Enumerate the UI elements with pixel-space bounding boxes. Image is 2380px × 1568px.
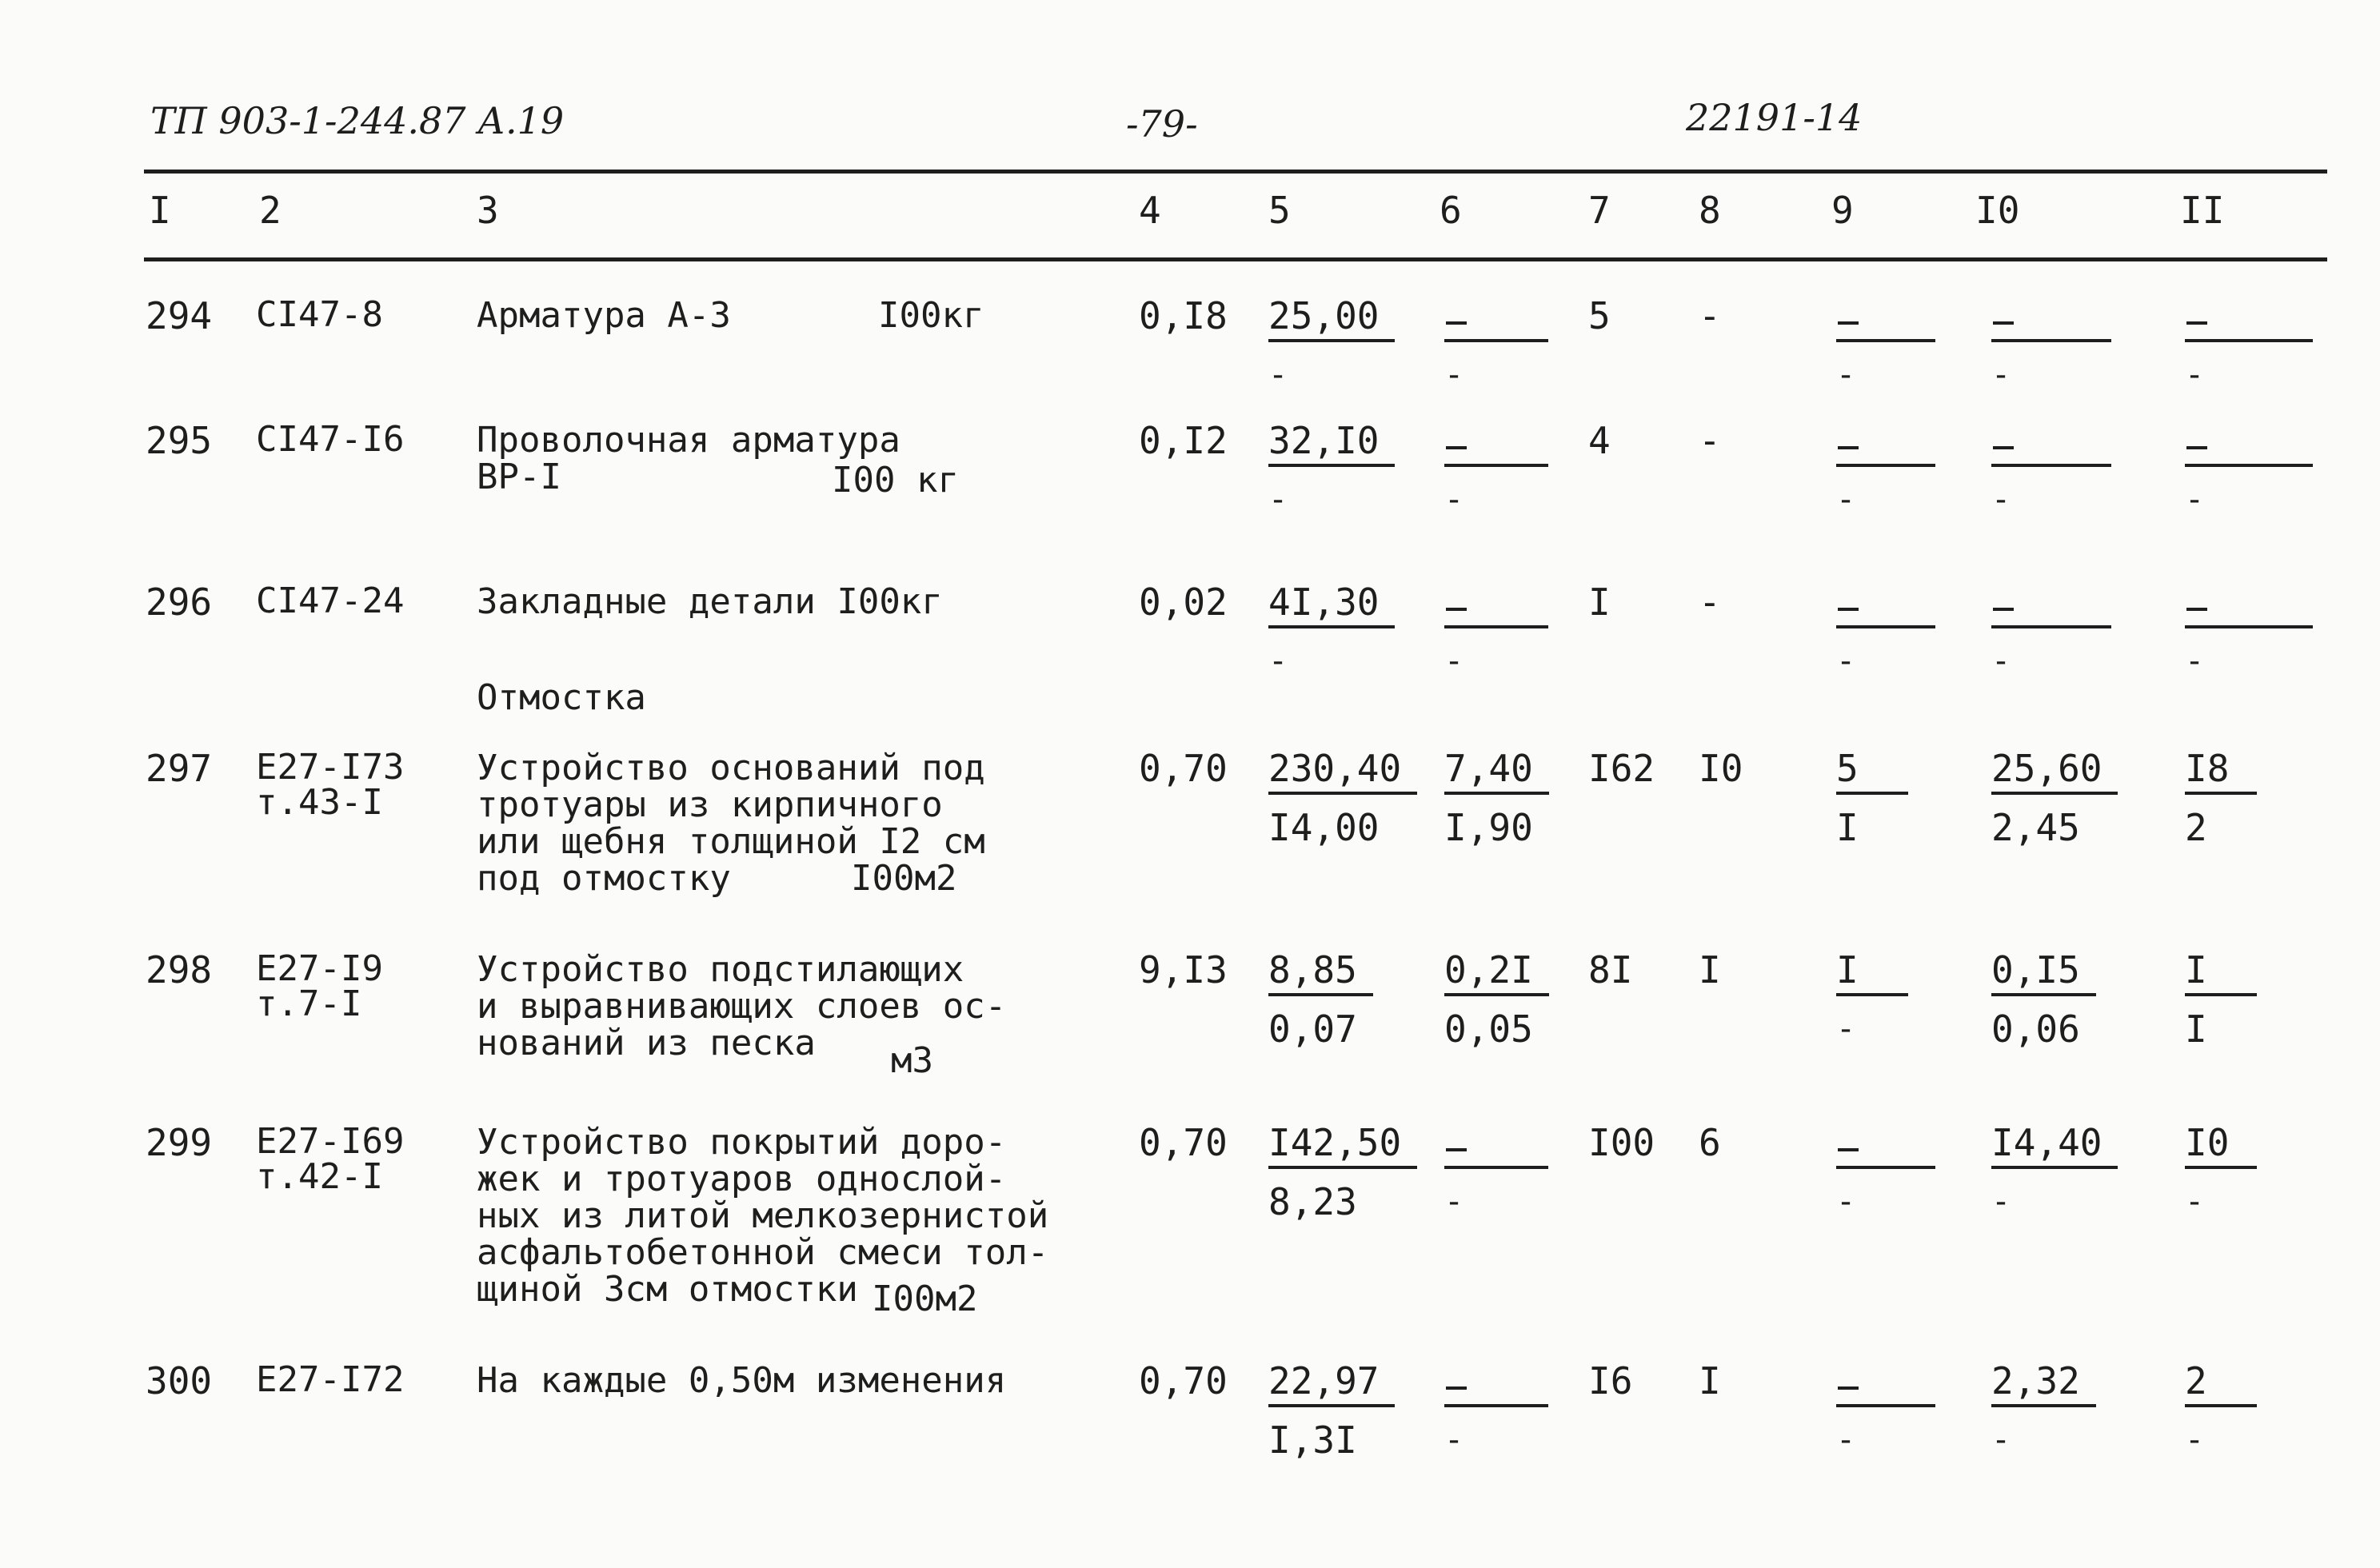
numerator	[1836, 584, 1919, 622]
numerator	[1991, 297, 2095, 336]
fraction-cell-c11	[2185, 297, 2313, 393]
quantity: 0,02	[1139, 581, 1228, 624]
fraction-bar	[1991, 625, 2111, 628]
numerator-dash	[1838, 321, 1859, 325]
rate-code: СI47-8	[256, 294, 383, 335]
numerator	[1836, 422, 1919, 461]
numerator: 230,40	[1268, 747, 1402, 790]
denominator: I,90	[1444, 806, 1533, 849]
fraction-cell-c10	[1991, 1121, 2118, 1220]
row-number: 299	[146, 1121, 213, 1164]
fraction-cell-c11	[2185, 747, 2257, 849]
numerator: 32,I0	[1268, 419, 1380, 462]
machine-value: I0	[1699, 747, 1743, 790]
numerator: 2	[2185, 1359, 2207, 1402]
denominator: 8,23	[1268, 1180, 1357, 1223]
row-number: 298	[146, 948, 213, 991]
denominator: -	[1991, 1183, 2011, 1220]
column-header: 6	[1440, 189, 1462, 232]
numerator	[1991, 584, 2095, 622]
numerator	[1444, 297, 1532, 336]
fraction-cell-c9	[1836, 297, 1935, 393]
denominator: -	[1991, 643, 2011, 680]
document-code: ТП 903-1-244.87 А.19	[150, 99, 565, 142]
denominator: -	[1836, 1183, 1856, 1220]
fraction-bar	[1268, 464, 1395, 467]
denominator: -	[1444, 1183, 1464, 1220]
numerator: 8,85	[1268, 948, 1357, 991]
fraction-bar	[1268, 1404, 1395, 1407]
numerator-dash	[1993, 446, 2014, 449]
labor-value: I	[1588, 581, 1611, 624]
numerator-dash	[1446, 1148, 1467, 1151]
numerator-dash	[1838, 1148, 1859, 1151]
fraction-cell-c11	[2185, 584, 2313, 680]
measure-unit: I00м2	[851, 858, 957, 899]
column-header: 4	[1139, 189, 1161, 232]
denominator: -	[1268, 643, 1288, 680]
fraction-bar	[1991, 464, 2111, 467]
column-header: 7	[1588, 189, 1611, 232]
denominator: -	[1836, 357, 1856, 393]
denominator: -	[1836, 481, 1856, 518]
fraction-cell-c11	[2185, 422, 2313, 518]
denominator: -	[2185, 643, 2205, 680]
fraction-cell-c5	[1268, 581, 1395, 680]
fraction-cell-c11	[2185, 1121, 2257, 1220]
fraction-cell-c9	[1836, 1363, 1935, 1458]
column-header: II	[2180, 189, 2225, 232]
labor-value: I00	[1588, 1121, 1655, 1164]
denominator: I,3I	[1268, 1418, 1357, 1462]
numerator: I8	[2185, 747, 2230, 790]
fraction-cell-c6	[1444, 1363, 1548, 1458]
fraction-cell-c10	[1991, 584, 2111, 680]
numerator	[1991, 422, 2095, 461]
fraction-cell-c9	[1836, 948, 1908, 1047]
denominator: -	[2185, 1422, 2205, 1458]
column-header: 5	[1268, 189, 1291, 232]
numerator: 2,32	[1991, 1359, 2080, 1402]
machine-value: I	[1699, 1359, 1721, 1402]
row-number: 297	[146, 747, 213, 790]
fraction-cell-c10	[1991, 422, 2111, 518]
denominator: -	[1836, 1011, 1856, 1047]
numerator	[2185, 297, 2297, 336]
column-header: 2	[259, 189, 282, 232]
fraction-cell-c9	[1836, 422, 1935, 518]
fraction-bar	[1991, 792, 2118, 795]
denominator: I	[1836, 806, 1859, 849]
work-description: На каждые 0,50м изменения	[477, 1360, 1007, 1401]
fraction-bar	[1444, 625, 1548, 628]
numerator: 5	[1836, 747, 1859, 790]
fraction-bar	[1444, 792, 1549, 795]
fraction-bar	[1991, 1166, 2118, 1169]
fraction-bar	[2185, 339, 2313, 342]
numerator	[1836, 1124, 1919, 1163]
rate-code: Е27-I69 т.42-I	[256, 1121, 405, 1197]
numerator-dash	[2186, 608, 2207, 611]
fraction-bar	[1991, 339, 2111, 342]
fraction-bar	[1836, 464, 1935, 467]
fraction-cell-c6	[1444, 948, 1549, 1051]
fraction-cell-c10	[1991, 948, 2096, 1051]
denominator: 2,45	[1991, 806, 2080, 849]
measure-unit: I00кг	[878, 295, 984, 336]
numerator: I0	[2185, 1121, 2230, 1164]
numerator: 25,00	[1268, 294, 1380, 337]
denominator: -	[1836, 643, 1856, 680]
work-description: Устройство оснований под тротуары из кирпичного или щебня толщиной I2 см под отмостку	[477, 748, 985, 899]
numerator: I	[1836, 948, 1859, 991]
machine-value: 6	[1699, 1121, 1721, 1164]
numerator	[1444, 584, 1532, 622]
numerator	[1836, 297, 1919, 336]
fraction-bar	[1444, 1166, 1548, 1169]
quantity: 0,70	[1139, 1359, 1228, 1402]
numerator-dash	[2186, 446, 2207, 449]
fraction-bar	[2185, 993, 2257, 996]
fraction-cell-c5	[1268, 1359, 1395, 1462]
denominator: -	[1991, 481, 2011, 518]
fraction-bar	[1991, 993, 2096, 996]
work-description: Устройство покрытий доро- жек и тротуаров однослой- ных из литой мелкозернистой асфальтобетонной смеси тол- щиной 3см отмостки	[477, 1122, 1049, 1310]
fraction-cell-c6	[1444, 422, 1548, 518]
quantity: 9,I3	[1139, 948, 1228, 991]
numerator-dash	[1993, 321, 2014, 325]
column-header: 3	[477, 189, 499, 232]
fraction-bar	[1991, 1404, 2096, 1407]
machine-value: I	[1699, 948, 1721, 991]
fraction-bar	[1268, 792, 1417, 795]
denominator: -	[1991, 1422, 2011, 1458]
fraction-cell-c5	[1268, 747, 1417, 849]
fraction-cell-c6	[1444, 747, 1549, 849]
labor-value: 8I	[1588, 948, 1633, 991]
section-title: Отмостка	[477, 677, 646, 718]
fraction-bar	[1268, 339, 1395, 342]
fraction-bar	[2185, 1404, 2257, 1407]
fraction-cell-c5	[1268, 1121, 1417, 1223]
numerator-dash	[1446, 1386, 1467, 1390]
denominator: 0,06	[1991, 1007, 2080, 1051]
numerator	[1836, 1363, 1919, 1401]
fraction-cell-c11	[2185, 1359, 2257, 1458]
fraction-bar	[1444, 339, 1548, 342]
fraction-cell-c9	[1836, 1124, 1935, 1220]
denominator: I	[2185, 1007, 2207, 1051]
fraction-bar	[1836, 792, 1908, 795]
numerator	[2185, 422, 2297, 461]
fraction-bar	[1836, 993, 1908, 996]
labor-value: 4	[1588, 419, 1611, 462]
denominator: -	[1268, 357, 1288, 393]
numerator: 25,60	[1991, 747, 2102, 790]
fraction-bar	[1268, 993, 1373, 996]
rate-code: СI47-24	[256, 581, 405, 621]
fraction-cell-c10	[1991, 297, 2111, 393]
machine-value: -	[1699, 294, 1721, 337]
fraction-bar	[1444, 993, 1549, 996]
numerator: 22,97	[1268, 1359, 1380, 1402]
fraction-bar	[2185, 1166, 2257, 1169]
numerator-dash	[2186, 321, 2207, 325]
rate-code: СI47-I6	[256, 419, 405, 460]
denominator: -	[1836, 1422, 1856, 1458]
fraction-bar	[1836, 1404, 1935, 1407]
numerator-dash	[1446, 608, 1467, 611]
row-number: 300	[146, 1359, 213, 1402]
numerator	[1444, 1124, 1532, 1163]
work-description: Устройство подстилающих и выравнивающих слоев ос- нований из песка	[477, 949, 1007, 1063]
numerator: 7,40	[1444, 747, 1533, 790]
numerator	[1444, 1363, 1532, 1401]
fraction-cell-c11	[2185, 948, 2257, 1051]
denominator: -	[1991, 357, 2011, 393]
fraction-bar	[1836, 339, 1935, 342]
denominator: 2	[2185, 806, 2207, 849]
rate-code: Е27-I73 т.43-I	[256, 747, 405, 823]
rate-code: Е27-I9 т.7-I	[256, 948, 383, 1024]
denominator: -	[1444, 357, 1464, 393]
measure-unit: I00 кг	[832, 460, 959, 501]
denominator: -	[1444, 1422, 1464, 1458]
work-description: Проволочная арматура ВР-I	[477, 420, 900, 497]
measure-unit: м3	[891, 1040, 933, 1081]
fraction-bar	[1444, 1404, 1548, 1407]
denominator: 0,07	[1268, 1007, 1357, 1051]
row-number: 294	[146, 294, 213, 337]
numerator: I	[2185, 948, 2207, 991]
numerator-dash	[1993, 608, 2014, 611]
rate-code: Е27-I72	[256, 1359, 405, 1400]
numerator-dash	[1838, 1386, 1859, 1390]
header-rule	[144, 257, 2327, 261]
fraction-bar	[2185, 792, 2257, 795]
column-header: 8	[1699, 189, 1721, 232]
numerator-dash	[1838, 446, 1859, 449]
top-rule	[144, 170, 2327, 174]
quantity: 0,70	[1139, 747, 1228, 790]
fraction-cell-c9	[1836, 747, 1908, 849]
fraction-bar	[1268, 625, 1395, 628]
row-number: 296	[146, 581, 213, 624]
quantity: 0,70	[1139, 1121, 1228, 1164]
numerator-dash	[1446, 321, 1467, 325]
column-header: I0	[1975, 189, 2020, 232]
numerator-dash	[1446, 446, 1467, 449]
column-header: 9	[1831, 189, 1854, 232]
measure-unit: I00м2	[872, 1279, 978, 1319]
denominator: -	[1268, 481, 1288, 518]
denominator: I4,00	[1268, 806, 1380, 849]
fraction-bar	[1836, 1166, 1935, 1169]
denominator: -	[1444, 643, 1464, 680]
numerator-dash	[1838, 608, 1859, 611]
fraction-bar	[2185, 464, 2313, 467]
fraction-cell-c6	[1444, 584, 1548, 680]
denominator: -	[2185, 357, 2205, 393]
fraction-cell-c9	[1836, 584, 1935, 680]
work-description: Закладные детали I00кг	[477, 581, 943, 622]
numerator: 4I,30	[1268, 581, 1380, 624]
denominator: -	[1444, 481, 1464, 518]
fraction-cell-c5	[1268, 419, 1395, 518]
quantity: 0,I8	[1139, 294, 1228, 337]
fraction-bar	[1444, 464, 1548, 467]
labor-value: 5	[1588, 294, 1611, 337]
numerator	[1444, 422, 1532, 461]
fraction-cell-c5	[1268, 948, 1373, 1051]
fraction-bar	[1268, 1166, 1417, 1169]
fraction-cell-c5	[1268, 294, 1395, 393]
fraction-cell-c6	[1444, 1124, 1548, 1220]
page-number: -79-	[1126, 102, 1198, 146]
labor-value: I62	[1588, 747, 1655, 790]
denominator: -	[2185, 1183, 2205, 1220]
fraction-cell-c6	[1444, 297, 1548, 393]
denominator: 0,05	[1444, 1007, 1533, 1051]
fraction-cell-c10	[1991, 747, 2118, 849]
work-description: Арматура А-3	[477, 295, 731, 336]
numerator: I4,40	[1991, 1121, 2102, 1164]
column-header: I	[149, 189, 171, 232]
denominator: -	[2185, 481, 2205, 518]
numerator: 0,2I	[1444, 948, 1533, 991]
fraction-bar	[1836, 625, 1935, 628]
sheet-code: 22191-14	[1686, 96, 1863, 139]
numerator	[2185, 584, 2297, 622]
numerator: 0,I5	[1991, 948, 2080, 991]
fraction-cell-c10	[1991, 1359, 2096, 1458]
fraction-bar	[2185, 625, 2313, 628]
machine-value: -	[1699, 581, 1721, 624]
row-number: 295	[146, 419, 213, 462]
machine-value: -	[1699, 419, 1721, 462]
quantity: 0,I2	[1139, 419, 1228, 462]
labor-value: I6	[1588, 1359, 1633, 1402]
numerator: I42,50	[1268, 1121, 1402, 1164]
